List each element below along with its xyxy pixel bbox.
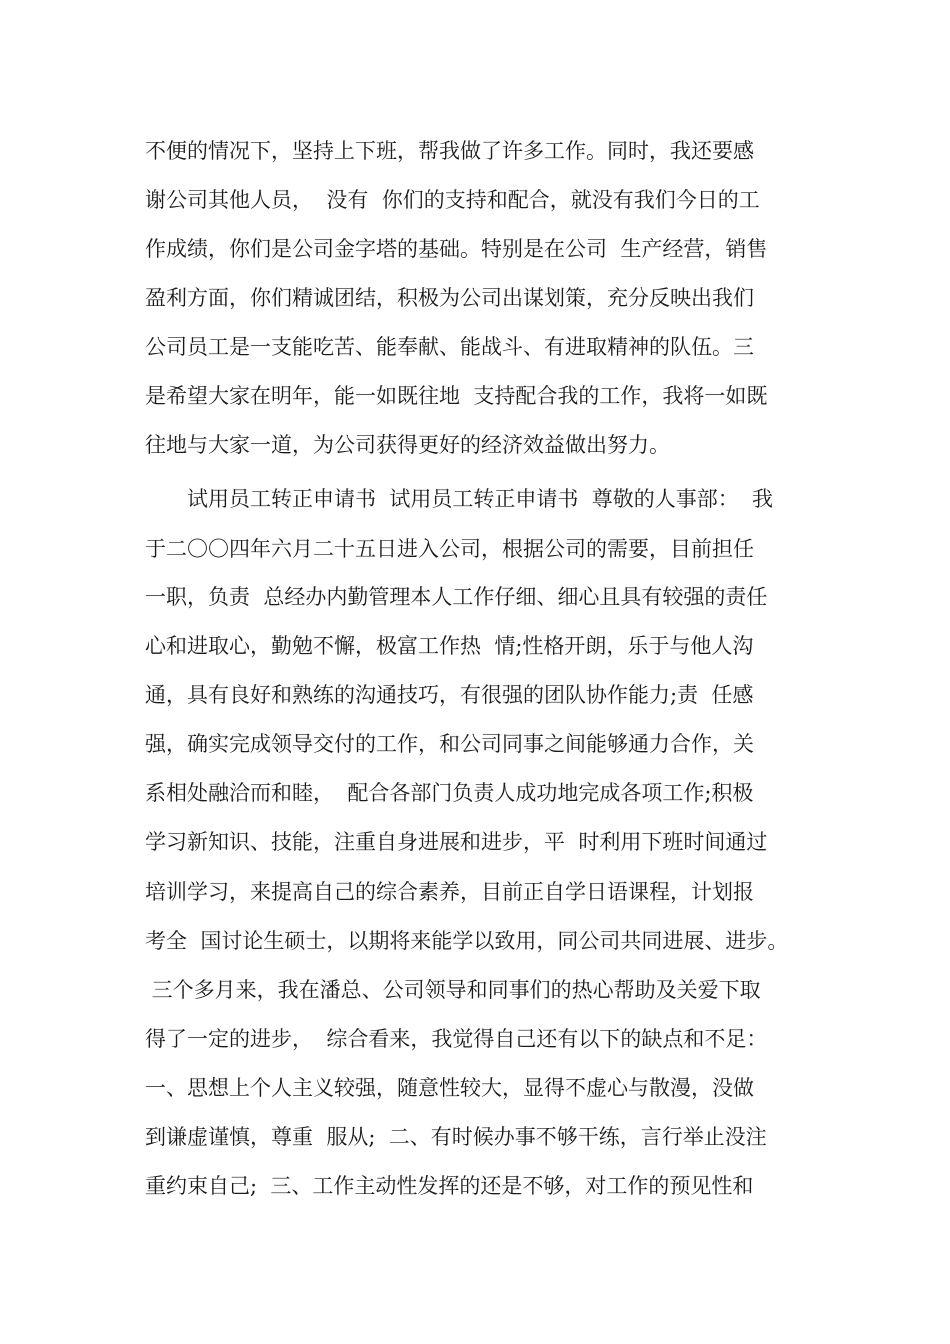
text-line: 考全 国讨论生硕士，以期将来能学以致用，同公司共同进展、进步。 [145, 929, 789, 953]
text-line: 培训学习，来提高自己的综合素养，目前正自学日语课程，计划报 [145, 880, 754, 904]
text-line: 于二〇〇四年六月二十五日进入公司，根据公司的需要，目前担任 [145, 537, 754, 561]
paragraph-first-line: 试用员工转正申请书 试用员工转正申请书 尊敬的人事部： 我 [187, 487, 774, 511]
text-line: 强，确实完成领导交付的工作，和公司同事之间能够通力合作，关 [145, 732, 754, 756]
text-line: 作成绩，你们是公司金字塔的基础。特别是在公司 生产经营，销售 [145, 237, 768, 261]
text-line: 一职，负责 总经办内勤管理本人工作仔细、细心且具有较强的责任 [145, 585, 768, 609]
text-line: 得了一定的进步， 综合看来，我觉得自己还有以下的缺点和不足： [145, 1027, 768, 1051]
text-line: 心和进取心，勤勉不懈，极富工作热 情;性格开朗，乐于与他人沟 [145, 634, 754, 658]
text-line: 系相处融洽而和睦， 配合各部门负责人成功地完成各项工作;积极 [145, 781, 754, 805]
text-line: 公司员工是一支能吃苦、能奉献、能战斗、有进取精神的队伍。三 [145, 335, 754, 359]
text-line: 不便的情况下，坚持上下班，帮我做了许多工作。同时，我还要感 [145, 139, 754, 163]
text-line: 三个多月来，我在潘总、公司领导和同事们的热心帮助及关爱下取 [145, 978, 761, 1002]
text-line: 到谦虚谨慎，尊重 服从; 二、有时候办事不够干练，言行举止没注 [145, 1125, 767, 1149]
text-line: 一、思想上个人主义较强，随意性较大，显得不虚心与散漫，没做 [145, 1076, 754, 1100]
text-line: 谢公司其他人员， 没有 你们的支持和配合，就没有我们今日的工 [145, 188, 760, 212]
text-line: 是希望大家在明年，能一如既往地 支持配合我的工作，我将一如既 [145, 384, 768, 408]
text-line: 往地与大家一道，为公司获得更好的经济效益做出努力。 [145, 433, 670, 457]
text-line: 通，具有良好和熟练的沟通技巧，有很强的团队协作能力;责 任感 [145, 683, 754, 707]
text-line: 学习新知识、技能，注重自身进展和进步，平 时利用下班时间通过 [145, 830, 768, 854]
text-line: 盈利方面，你们精诚团结，积极为公司出谋划策，充分反映出我们 [145, 286, 754, 310]
text-line: 重约束自己; 三、工作主动性发挥的还是不够，对工作的预见性和 [145, 1174, 754, 1198]
